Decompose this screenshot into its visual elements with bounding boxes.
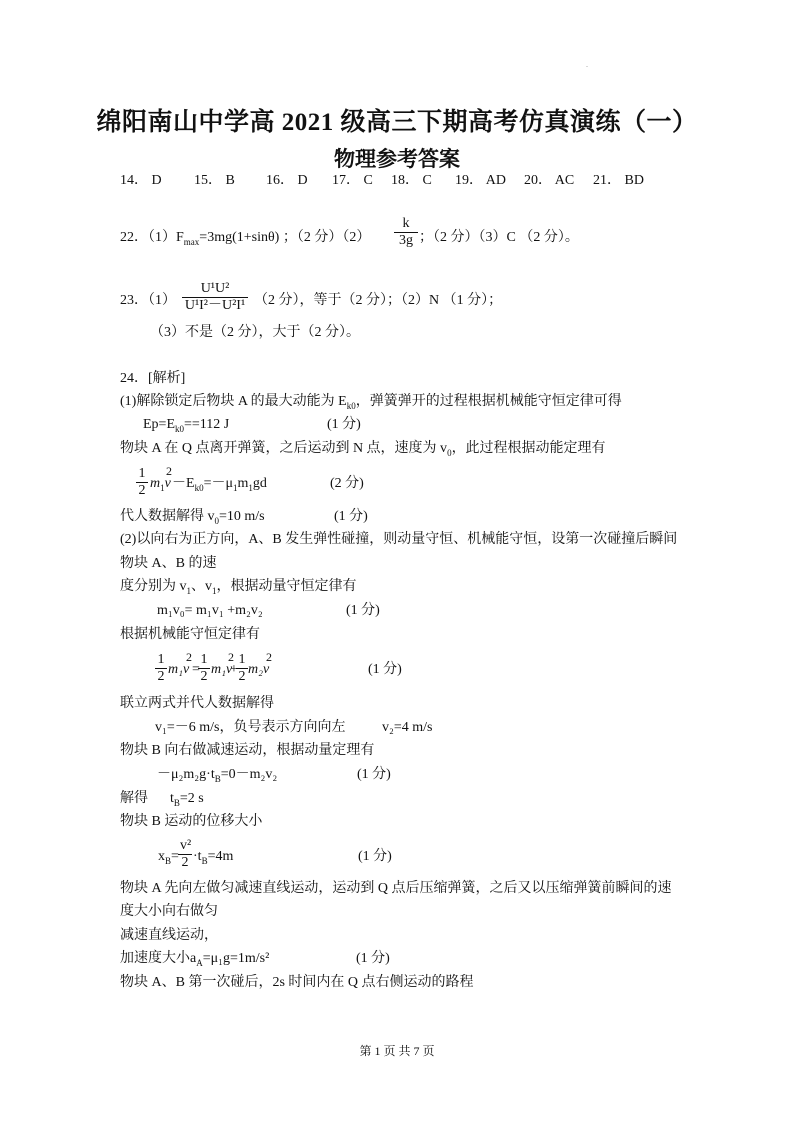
eq2-superscript-2: 2 bbox=[228, 650, 234, 664]
mc-answer-14: 14． D bbox=[120, 173, 162, 188]
q24-line: 物块 B 运动的位移大小 bbox=[120, 814, 263, 829]
mc-answer-17: 17． C bbox=[332, 173, 373, 188]
eq1-fraction: 1 2 bbox=[136, 466, 148, 499]
score: (2 分) bbox=[330, 476, 364, 491]
q24-equation: m₁v₀= m₁v₁ +m₂v₂ bbox=[157, 603, 263, 618]
eq2-fraction-1: 1 2 bbox=[155, 652, 167, 685]
eq2-superscript-1: 2 bbox=[186, 650, 192, 664]
q24-line: (1)解除锁定后物块 A 的最大动能为 $E_{k0}$，弹簧弹开的过程根据机械能守恒定律可得 bbox=[120, 394, 622, 411]
q24-line: 解得 bbox=[120, 791, 148, 806]
q23-line-1: （2 分），等于（2 分）；（2）N （1 分）； bbox=[254, 293, 503, 308]
q24-line: 联立两式并代人数据解得 bbox=[120, 696, 274, 711]
eq1-superscript: 2 bbox=[166, 464, 172, 478]
q24-equation: $Ep=E_{k0}==112$ J bbox=[143, 417, 230, 434]
q24-line: 物块 B 向右做减速运动，根据动量定理有 bbox=[120, 743, 375, 758]
score: (1 分) bbox=[356, 951, 390, 966]
mc-answer-16: 16． D bbox=[266, 173, 308, 188]
score: (1 分) bbox=[368, 662, 402, 677]
q24-line: 加速度大小 bbox=[120, 951, 190, 966]
q23-line-2: （3）不是（2 分），大于（2 分）。 bbox=[150, 325, 360, 340]
q23-fraction: U¹U² U¹I²－U²I¹ bbox=[182, 281, 248, 314]
q24-line: 减速直线运动， bbox=[120, 928, 218, 943]
score: (1 分) bbox=[357, 767, 391, 782]
q24-equation: v₂=4 m/s bbox=[382, 720, 433, 735]
score: (1 分) bbox=[358, 849, 392, 864]
q24-equation-rest: $-E_{k0}=-\mu_1m_1gd$ bbox=[172, 476, 267, 493]
scan-dot: . bbox=[586, 60, 588, 69]
q24-equation: $t_B=2$ s bbox=[170, 791, 204, 808]
page-footer: 第 1 页 共 7 页 bbox=[359, 1044, 435, 1058]
q24-heading: 24．[解析] bbox=[120, 371, 186, 386]
q24-line: 物块 A、B 的速 bbox=[120, 556, 217, 571]
mc-answer-19: 19． AD bbox=[455, 173, 506, 188]
mc-answer-15: 15． B bbox=[194, 173, 235, 188]
q24-equation: $-\mu_2m_2g\cdot t_B=0-m_2v_2$ bbox=[157, 767, 278, 784]
mc-answer-21: 21． BD bbox=[593, 173, 644, 188]
q24-line: 度分别为 $v_1$、$v_1$，根据动量守恒定律有 bbox=[120, 579, 357, 596]
eq3-fraction: v² 2 bbox=[180, 838, 192, 870]
eq2-term-1: m₁v bbox=[168, 662, 190, 677]
q24-equation: $m_1v$ bbox=[150, 476, 171, 493]
q24-equation: v₁=－6 m/s，负号表示方向向左 bbox=[155, 720, 346, 735]
q23-line-1-label: 23．（1） bbox=[120, 293, 176, 308]
q24-line: 物块 A 先向左做匀减速直线运动，运动到 Q 点后压缩弹簧，之后又以压缩弹簧前瞬间的速 bbox=[120, 881, 672, 896]
q24-line: 根据机械能守恒定律有 bbox=[120, 627, 260, 642]
eq3-rhs: $\cdot t_B=4m$ bbox=[193, 849, 234, 866]
eq2-fraction-2: 1 2 bbox=[198, 652, 210, 685]
q22-line-end: ；（2 分）（3）C （2 分）。 bbox=[419, 230, 579, 245]
score: (1 分) bbox=[334, 509, 368, 524]
eq2-equals: = bbox=[192, 662, 200, 677]
q22-line: 22．$(1)F_{max}=3mg(1+\sin\theta)$ ；（2 分）（2） bbox=[120, 230, 371, 247]
score: (1 分) bbox=[346, 603, 380, 618]
eq2-term-3: m₂v bbox=[248, 662, 270, 677]
q24-line: 物块 A 在 Q 点离开弹簧，之后运动到 N 点，速度为 $v_0$，此过程根据动能定理有 bbox=[120, 441, 606, 458]
eq3-lhs: $x_B=$ bbox=[158, 849, 179, 866]
q24-line: (2)以向右为正方向，A、B 发生弹性碰撞，则动量守恒、机械能守恒，设第一次碰撞后瞬间 bbox=[120, 532, 678, 547]
eq2-plus: + bbox=[230, 662, 238, 677]
eq2-term-2: m₁v bbox=[211, 662, 233, 677]
page-title: 绵阳南山中学高 2021 级高三下期高考仿真演练（一） bbox=[96, 109, 698, 136]
score: (1 分) bbox=[327, 417, 361, 432]
page-subtitle: 物理参考答案 bbox=[334, 147, 460, 171]
q24-line: 代人数据解得 $v_0=10$ m/s bbox=[120, 509, 265, 526]
mc-answer-20: 20． AC bbox=[524, 173, 575, 188]
eq2-fraction-3: 1 2 bbox=[236, 652, 248, 685]
q24-line: 物块 A、B 第一次碰后，2s 时间内在 Q 点右侧运动的路程 bbox=[120, 975, 474, 990]
q24-line: 度大小向右做匀 bbox=[120, 904, 218, 919]
eq2-superscript-3: 2 bbox=[266, 650, 272, 664]
mc-answer-18: 18． C bbox=[391, 173, 432, 188]
q22-fraction: k 3g bbox=[394, 216, 418, 249]
q24-equation: $a_A=\mu_1g=1m/s^2$ bbox=[190, 951, 270, 968]
